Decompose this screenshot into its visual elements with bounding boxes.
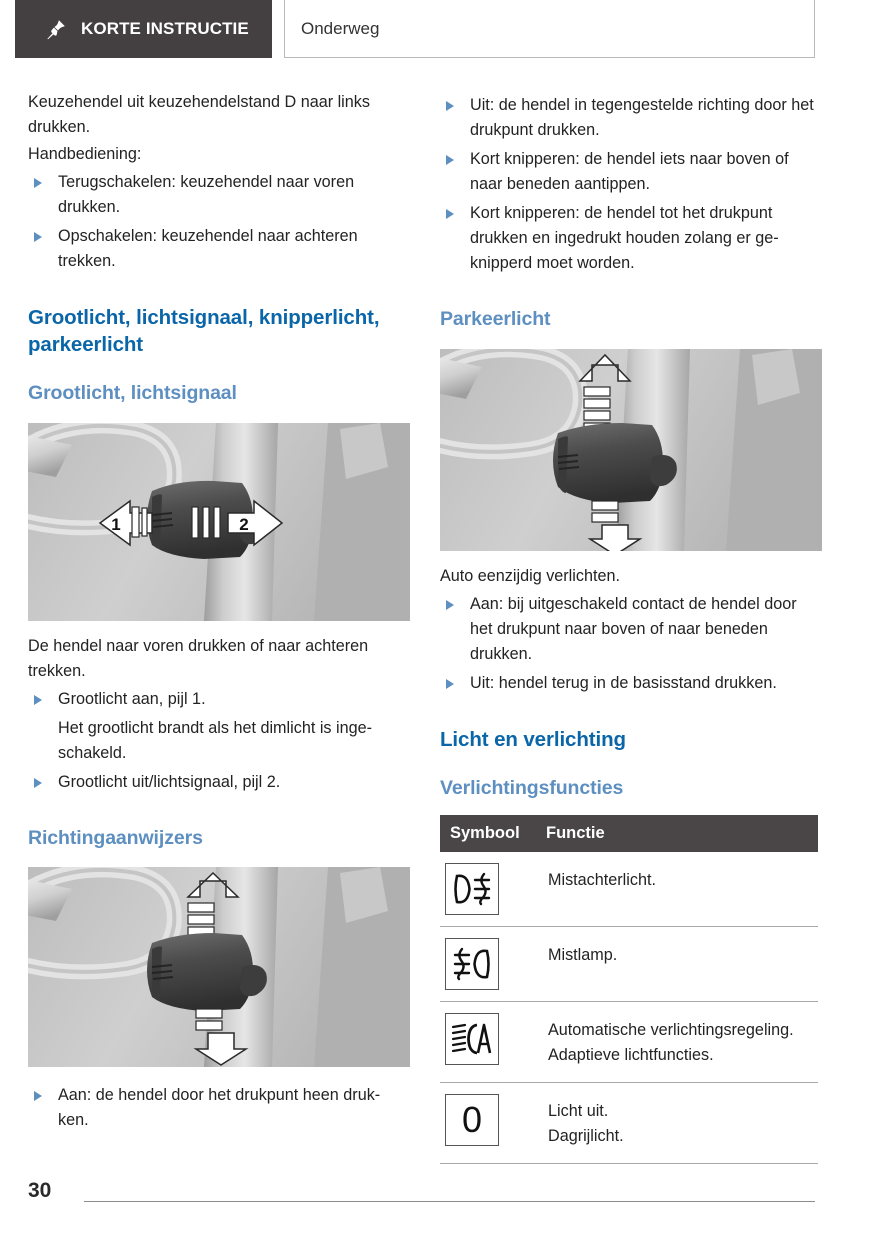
figure-grootlicht-stalk (28, 423, 410, 621)
grootlicht-note: Het grootlicht brandt als het dimlicht is inge-schakeld. (58, 719, 373, 762)
lights-off-icon: 0 (461, 1099, 483, 1140)
parkeerlicht-lead-paragraph: Auto eenzijdig verlichten. (440, 567, 620, 585)
list-item-label: Aan: de hendel door het drukpunt heen druk-ken. (58, 1086, 381, 1129)
header-tab-korte-instructie[interactable] (15, 0, 272, 58)
page-number: 30 (28, 1179, 52, 1202)
symbol-frame (445, 863, 499, 915)
bullet-triangle-icon (34, 778, 42, 788)
bullet-triangle-icon (446, 155, 454, 165)
list-item-label: Opschakelen: keuzehendel naar achteren trekken. (58, 227, 358, 270)
function-line: Automatische verlichtingsregeling. (548, 1021, 794, 1039)
list-item (440, 592, 822, 667)
svg-text:1: 1 (111, 515, 121, 534)
function-line: Dagrijlicht. (548, 1127, 624, 1145)
table-cell-function (536, 1083, 818, 1164)
intro-paragraph: Keuzehendel uit keuzehendelstand D naar links drukken. (28, 93, 370, 136)
table-cell-function (536, 852, 818, 927)
list-item-label: Uit: hendel terug in de basisstand drukken. (470, 674, 777, 692)
header-tab-onderweg[interactable] (284, 0, 815, 58)
list-item-label: Kort knipperen: de hendel tot het drukpunt drukken en ingedrukt houden zolang er ge-knipperd moet worden. (470, 204, 779, 272)
table-cell-function (536, 927, 818, 1002)
list-item-label: Grootlicht uit/lichtsignaal, pijl 2. (58, 773, 281, 791)
list-item (440, 201, 822, 276)
bullet-triangle-icon (34, 178, 42, 188)
list-item-label: Terugschakelen: keuzehendel naar voren drukken. (58, 173, 355, 216)
header-tab-onderweg-label: Onderweg (301, 18, 380, 38)
function-line: Adaptieve lichtfuncties. (548, 1046, 714, 1064)
bullet-triangle-icon (34, 695, 42, 705)
symbol-frame (445, 938, 499, 990)
table-cell-symbol (440, 927, 536, 1002)
left-column (28, 90, 410, 1137)
manual-operation-list (28, 170, 410, 274)
bullet-triangle-icon (34, 232, 42, 242)
bullet-triangle-icon (446, 101, 454, 111)
table-row (440, 927, 818, 1002)
page-header (0, 0, 875, 58)
rear-fog-light-icon (451, 872, 493, 906)
function-line: Mistachterlicht. (548, 871, 656, 889)
column-header-symbool: Symbool (440, 815, 536, 852)
list-item-label: Aan: bij uitgeschakeld contact de hendel door het drukpunt naar boven of naar beneden drukken. (470, 595, 797, 663)
grootlicht-list (28, 687, 410, 712)
subsection-heading-richtingaanwijzers: Richtingaanwijzers (28, 827, 203, 849)
parkeerlicht-list (440, 592, 822, 696)
bullet-triangle-icon (446, 209, 454, 219)
figure-parkeerlicht-stalk (440, 349, 822, 551)
footer-divider (84, 1201, 815, 1202)
page-footer (0, 1163, 875, 1241)
indicator-bullets-list (440, 93, 822, 276)
list-item-label: Grootlicht aan, pijl 1. (58, 690, 206, 708)
section-heading-grootlicht: Grootlicht, lichtsignaal, knipperlicht, parkeerlicht (28, 306, 380, 356)
table-row (440, 1002, 818, 1083)
svg-text:2: 2 (239, 515, 249, 534)
column-header-functie: Functie (536, 815, 818, 852)
list-item (440, 671, 822, 696)
subsection-heading-verlichtingsfuncties: Verlichtingsfuncties (440, 777, 624, 799)
list-item (440, 93, 822, 143)
list-item (28, 1083, 410, 1133)
right-column (440, 90, 822, 1164)
table-row (440, 1083, 818, 1164)
table-row (440, 852, 818, 927)
subsection-heading-grootlicht-lichtsignaal: Grootlicht, lichtsignaal (28, 382, 237, 404)
richtingaanwijzers-list (28, 1083, 410, 1133)
list-item (440, 147, 822, 197)
header-tab-korte-instructie-label: KORTE INSTRUCTIE (81, 19, 249, 38)
manual-operation-label: Handbediening: (28, 145, 142, 163)
bullet-triangle-icon (446, 679, 454, 689)
list-item (28, 687, 410, 712)
bullet-triangle-icon (34, 1091, 42, 1101)
subsection-heading-parkeerlicht: Parkeerlicht (440, 308, 551, 330)
function-line: Licht uit. (548, 1102, 609, 1120)
list-item (28, 770, 410, 795)
bullet-triangle-icon (446, 600, 454, 610)
lighting-functions-table (440, 815, 818, 1164)
pushpin-icon (45, 18, 67, 40)
table-cell-symbol (440, 852, 536, 927)
function-line: Mistlamp. (548, 946, 618, 964)
list-item (28, 170, 410, 220)
grootlicht-lead-paragraph: De hendel naar voren drukken of naar achteren trekken. (28, 637, 369, 680)
list-item (28, 224, 410, 274)
grootlicht-list-2 (28, 770, 410, 795)
automatic-headlight-control-icon (451, 1022, 493, 1056)
front-fog-light-icon (451, 947, 493, 981)
list-item-label: Uit: de hendel in tegengestelde richting door het drukpunt drukken. (470, 96, 814, 139)
list-item-label: Kort knipperen: de hendel iets naar boven of naar beneden aantippen. (470, 150, 789, 193)
symbol-frame (445, 1013, 499, 1065)
table-cell-function (536, 1002, 818, 1083)
table-cell-symbol (440, 1083, 536, 1164)
figure-richtingaanwijzers-stalk (28, 867, 410, 1067)
table-header-row (440, 815, 818, 852)
section-heading-licht-en-verlichting: Licht en verlichting (440, 728, 626, 751)
table-cell-symbol (440, 1002, 536, 1083)
symbol-frame (445, 1094, 499, 1146)
